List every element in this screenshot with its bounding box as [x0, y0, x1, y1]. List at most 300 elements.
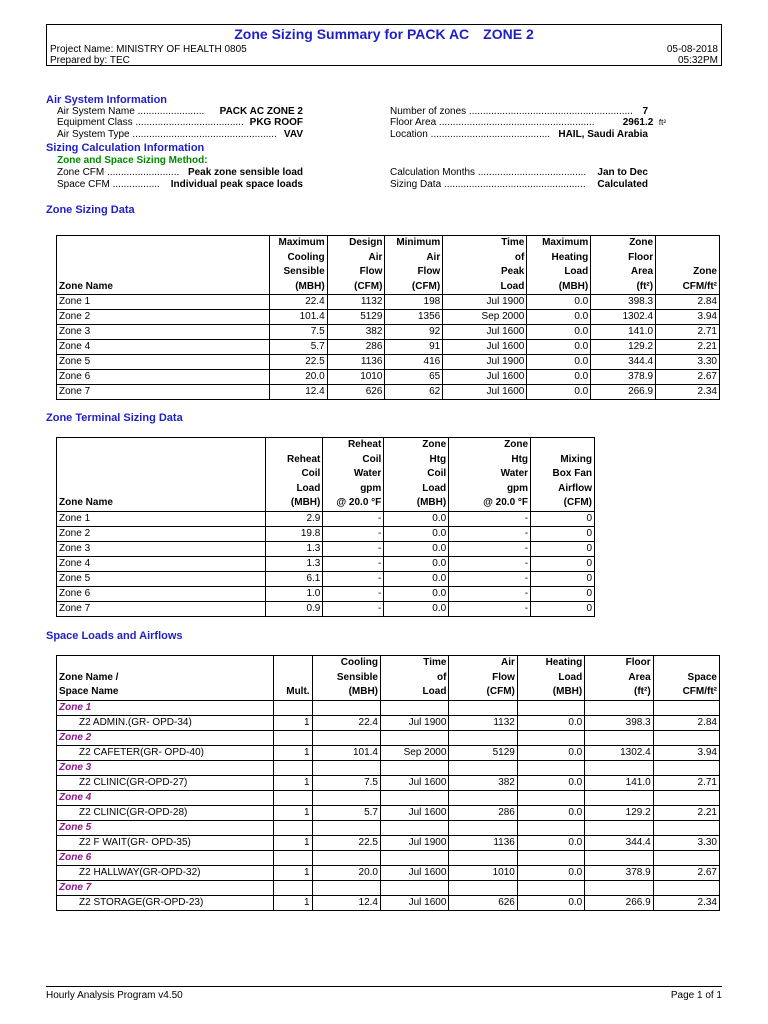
empty-cell [449, 880, 517, 895]
table-header-row [57, 236, 720, 295]
terminal-sizing-table [56, 437, 595, 617]
value-cell: 0.0 [527, 355, 591, 370]
zone-name-cell: Zone 4 [57, 340, 270, 355]
value-cell: - [323, 571, 384, 586]
value-cell: 0.0 [527, 340, 591, 355]
value-cell: 1302.4 [591, 310, 656, 325]
column-header-line: Coil [427, 468, 447, 479]
table-row [57, 310, 720, 325]
value-cell: 3.94 [653, 745, 719, 760]
empty-cell [381, 850, 449, 865]
value-cell: 92 [385, 325, 443, 340]
column-header-line [59, 265, 267, 280]
empty-cell [585, 820, 653, 835]
value-cell: 3.94 [656, 310, 720, 325]
project-name: Project Name: MINISTRY OF HEALTH 0805 [50, 44, 247, 55]
column-header-line: Maximum [278, 237, 325, 248]
value-cell: 286 [449, 805, 517, 820]
value-cell: 1 [274, 835, 312, 850]
zone-sizing-table [56, 235, 720, 400]
value-cell: 22.5 [269, 355, 327, 370]
empty-cell [381, 760, 449, 775]
air-system-name-row: Air System Name ........................ PACK AC ZONE 2 [57, 106, 303, 117]
column-header [57, 656, 274, 701]
value-cell: 0 [531, 541, 595, 556]
value-cell: - [323, 556, 384, 571]
value-cell: 0 [531, 556, 595, 571]
report-date: 05-08-2018 [666, 44, 718, 55]
column-header-line [59, 482, 263, 497]
table-row [57, 370, 720, 385]
value-cell: 344.4 [591, 355, 656, 370]
value-cell: 3.30 [656, 355, 720, 370]
empty-cell [653, 880, 719, 895]
column-header-line: Mult. [286, 686, 310, 697]
column-header [449, 656, 517, 701]
table-row [57, 556, 595, 571]
value-cell: 0.0 [517, 805, 584, 820]
value-cell: 0.0 [517, 865, 584, 880]
zone-group-row [57, 880, 720, 895]
column-header-line: Heating [545, 657, 583, 668]
value-cell: 7.5 [312, 775, 380, 790]
empty-cell [274, 730, 312, 745]
empty-cell [585, 730, 653, 745]
value-cell: - [323, 586, 384, 601]
value-cell: 129.2 [585, 805, 653, 820]
empty-cell [312, 880, 380, 895]
value-cell: 344.4 [585, 835, 653, 850]
empty-cell [585, 700, 653, 715]
value-cell: 0.0 [517, 745, 584, 760]
table-row [57, 355, 720, 370]
space-row [57, 895, 720, 910]
empty-cell [449, 820, 517, 835]
value-cell: Jul 1600 [381, 895, 449, 910]
column-header [384, 438, 449, 512]
empty-cell [517, 820, 584, 835]
value-cell: Jul 1600 [381, 865, 449, 880]
value-cell: 0 [531, 526, 595, 541]
table-row [57, 340, 720, 355]
zone-name-cell: Zone 6 [57, 586, 266, 601]
value-cell: - [449, 541, 531, 556]
table-header-row [57, 438, 595, 512]
column-header-line: (ft²) [636, 280, 654, 292]
column-header-line [59, 236, 267, 251]
value-cell: 22.4 [269, 295, 327, 310]
value-cell: 0.0 [384, 526, 449, 541]
value-cell: 3.30 [653, 835, 719, 850]
report-time: 05:32PM [677, 55, 718, 66]
zone-name-cell: Zone 2 [57, 526, 266, 541]
value-cell: 1010 [449, 865, 517, 880]
column-header-line: Zone [693, 266, 717, 277]
report-header [46, 24, 722, 66]
column-header-line: (MBH) [348, 686, 378, 697]
air-system-type-row: Air System Type .................................................... VAV [57, 129, 303, 140]
space-name-cell: Z2 CAFETER(GR- OPD-40) [57, 745, 274, 760]
value-cell: 0.0 [384, 511, 449, 526]
equipment-class-row: Equipment Class ....................................... PKG ROOF [57, 117, 303, 128]
value-cell: 0.0 [384, 571, 449, 586]
table-row [57, 295, 720, 310]
column-header [274, 656, 312, 701]
column-header [653, 656, 719, 701]
column-header-line: Load [500, 280, 525, 292]
empty-cell [312, 700, 380, 715]
report-title: Zone Sizing Summary for PACK AC ZONE 2 [234, 26, 534, 42]
zone-group-row [57, 790, 720, 805]
space-row [57, 835, 720, 850]
value-cell: Sep 2000 [443, 310, 527, 325]
value-cell: 382 [327, 325, 385, 340]
value-cell: Jul 1600 [381, 805, 449, 820]
zone-name-cell: Zone 4 [57, 556, 266, 571]
empty-cell [653, 820, 719, 835]
value-cell: 1010 [327, 370, 385, 385]
column-header [269, 236, 327, 295]
value-cell: - [449, 571, 531, 586]
table-row [57, 526, 595, 541]
column-header-line: Airflow [558, 482, 592, 494]
column-header-line: Reheat [286, 453, 321, 465]
zone-name-cell: Zone 1 [57, 295, 270, 310]
value-cell: 0 [531, 601, 595, 616]
column-header-line [59, 453, 263, 468]
calculation-months-row: Calculation Months ....................................... Jan to Dec [390, 167, 648, 178]
column-header-line: Sensible [283, 266, 325, 277]
zone-name-cell: Zone 3 [57, 325, 270, 340]
footer-page: Page 1 of 1 [670, 990, 722, 1001]
value-cell: 22.4 [312, 715, 380, 730]
space-name-cell: Z2 ADMIN.(GR- OPD-34) [57, 715, 274, 730]
value-cell: 20.0 [269, 370, 327, 385]
column-header [585, 656, 653, 701]
zone-name-cell: Zone 5 [57, 355, 270, 370]
column-header-line: Zone Name [59, 497, 113, 508]
value-cell: 0 [531, 586, 595, 601]
column-header-line [276, 671, 309, 686]
value-cell: 0 [531, 571, 595, 586]
column-header-line: (MBH) [295, 280, 325, 292]
value-cell: 0.0 [527, 385, 591, 400]
prepared-by: Prepared by: TEC [50, 55, 130, 66]
column-header [57, 438, 266, 512]
value-cell: 7.5 [269, 325, 327, 340]
column-header-line [59, 656, 271, 671]
value-cell: Jul 1600 [381, 775, 449, 790]
zone-name-cell: Zone 5 [57, 571, 266, 586]
value-cell: 2.84 [653, 715, 719, 730]
value-cell: Jul 1900 [443, 355, 527, 370]
column-header-line: (CFM) [486, 686, 515, 697]
empty-cell [312, 820, 380, 835]
empty-cell [449, 700, 517, 715]
column-header-line: Water [353, 468, 382, 479]
column-header-line [268, 438, 320, 453]
value-cell: 1 [274, 775, 312, 790]
empty-cell [312, 850, 380, 865]
column-header-line: Flow [417, 266, 441, 277]
value-cell: 1132 [327, 295, 385, 310]
empty-cell [517, 730, 584, 745]
table-row [57, 541, 595, 556]
space-name-cell: Z2 HALLWAY(GR-OPD-32) [57, 865, 274, 880]
empty-cell [653, 700, 719, 715]
column-header-line [658, 236, 717, 251]
value-cell: 141.0 [591, 325, 656, 340]
column-header-line: (MBH) [290, 497, 321, 508]
value-cell: Jul 1900 [443, 295, 527, 310]
zone-name-cell: Zone 3 [57, 541, 266, 556]
value-cell: 5129 [327, 310, 385, 325]
empty-cell [653, 760, 719, 775]
column-header-line: Space Name [59, 686, 119, 697]
value-cell: 1132 [449, 715, 517, 730]
column-header-line: Zone [629, 237, 654, 248]
zone-group-row [57, 820, 720, 835]
value-cell: 266.9 [591, 385, 656, 400]
zone-cfm-row: Zone CFM .......................... Peak zone sensible load [57, 167, 303, 178]
table-row [57, 511, 595, 526]
empty-cell [585, 760, 653, 775]
value-cell: 0.0 [384, 601, 449, 616]
column-header-line: Load [422, 482, 447, 494]
column-header [527, 236, 591, 295]
space-name-cell: Z2 STORAGE(GR-OPD-23) [57, 895, 274, 910]
empty-cell [274, 850, 312, 865]
column-header-line: Zone Name [59, 280, 113, 292]
value-cell: 416 [385, 355, 443, 370]
empty-cell [312, 730, 380, 745]
value-cell: - [323, 541, 384, 556]
value-cell: 20.0 [312, 865, 380, 880]
value-cell: - [323, 526, 384, 541]
column-header-line [59, 438, 263, 453]
value-cell: 378.9 [591, 370, 656, 385]
column-header-line: Zone [504, 439, 529, 450]
empty-cell [312, 760, 380, 775]
value-cell: Jul 1600 [443, 370, 527, 385]
empty-cell [517, 760, 584, 775]
value-cell: 1 [274, 895, 312, 910]
column-header [443, 236, 527, 295]
value-cell: Jul 1600 [443, 385, 527, 400]
value-cell: 91 [385, 340, 443, 355]
zone-group-label: Zone 7 [57, 880, 274, 895]
value-cell: 0.0 [527, 325, 591, 340]
empty-cell [274, 700, 312, 715]
zone-group-label: Zone 5 [57, 820, 274, 835]
column-header-line: Coil [362, 453, 382, 465]
zone-name-cell: Zone 6 [57, 370, 270, 385]
zone-sizing-heading: Zone Sizing Data [46, 204, 135, 216]
value-cell: 62 [385, 385, 443, 400]
value-cell: 5129 [449, 745, 517, 760]
column-header [517, 656, 584, 701]
value-cell: 0.0 [517, 775, 584, 790]
column-header-line: Peak [501, 266, 525, 277]
value-cell: 626 [327, 385, 385, 400]
sizing-data-row: Sizing Data ................................................... Calculated [390, 179, 648, 190]
column-header-line: Box Fan [552, 468, 592, 479]
empty-cell [449, 760, 517, 775]
value-cell: 382 [449, 775, 517, 790]
column-header [323, 438, 384, 512]
column-header-line: of [514, 251, 525, 263]
value-cell: 12.4 [312, 895, 380, 910]
column-header-line: Htg [429, 453, 447, 465]
value-cell: 101.4 [269, 310, 327, 325]
column-header-line: (CFM) [354, 280, 383, 292]
value-cell: 1136 [449, 835, 517, 850]
empty-cell [585, 880, 653, 895]
column-header-line: (MBH) [558, 280, 589, 292]
empty-cell [381, 820, 449, 835]
value-cell: 398.3 [591, 295, 656, 310]
value-cell: - [449, 556, 531, 571]
column-header-line: Cooling [340, 657, 378, 668]
terminal-sizing-heading: Zone Terminal Sizing Data [46, 412, 183, 424]
value-cell: 0.0 [527, 310, 591, 325]
value-cell: 0.0 [384, 586, 449, 601]
space-name-cell: Z2 F WAIT(GR- OPD-35) [57, 835, 274, 850]
value-cell: 2.34 [653, 895, 719, 910]
zone-group-label: Zone 4 [57, 790, 274, 805]
column-header-line: of [436, 671, 447, 683]
value-cell: 1 [274, 865, 312, 880]
column-header [327, 236, 385, 295]
value-cell: 1.3 [266, 556, 323, 571]
column-header-line: Space [687, 671, 717, 683]
floor-area-row: Floor Area ........................................................ 2961.2 ft² [390, 117, 666, 128]
column-header-line [59, 251, 267, 266]
column-header-line: gpm [360, 482, 382, 494]
value-cell: 5.7 [269, 340, 327, 355]
column-header-line: CFM/ft² [682, 280, 717, 292]
empty-cell [653, 790, 719, 805]
footer-program: Hourly Analysis Program v4.50 [46, 990, 183, 1001]
column-header-line: (ft²) [634, 686, 651, 697]
empty-cell [381, 880, 449, 895]
value-cell: Jul 1900 [381, 715, 449, 730]
value-cell: - [449, 511, 531, 526]
column-header-line: Time [501, 237, 525, 248]
column-header-line: Floor [628, 251, 654, 263]
column-header [449, 438, 531, 512]
column-header [385, 236, 443, 295]
value-cell: 2.67 [656, 370, 720, 385]
column-header-line: (CFM) [563, 497, 592, 508]
sizing-method-heading: Zone and Space Sizing Method: [57, 155, 208, 166]
column-header-line: Flow [492, 671, 515, 683]
value-cell: 2.34 [656, 385, 720, 400]
value-cell: 0.0 [527, 370, 591, 385]
location-row: Location ........................................... HAIL, Saudi Arabia [390, 129, 648, 140]
empty-cell [274, 820, 312, 835]
value-cell: 0.0 [527, 295, 591, 310]
value-cell: 266.9 [585, 895, 653, 910]
value-cell: 0.0 [517, 835, 584, 850]
column-header-line: Water [500, 468, 529, 479]
value-cell: 2.9 [266, 511, 323, 526]
zone-group-label: Zone 6 [57, 850, 274, 865]
empty-cell [381, 730, 449, 745]
value-cell: 1302.4 [585, 745, 653, 760]
column-header-line: Floor [625, 657, 651, 668]
column-header [312, 656, 380, 701]
column-header-line: Reheat [347, 439, 382, 450]
column-header-line: Htg [511, 453, 529, 465]
value-cell: 1356 [385, 310, 443, 325]
value-cell: 0.0 [517, 895, 584, 910]
column-header-line: (CFM) [411, 280, 441, 292]
column-header-line: Zone Name / [59, 671, 119, 683]
column-header-line: (MBH) [552, 686, 583, 697]
column-header [266, 438, 323, 512]
column-header-line: Design [349, 237, 383, 248]
value-cell: 6.1 [266, 571, 323, 586]
value-cell: 1.0 [266, 586, 323, 601]
value-cell: 141.0 [585, 775, 653, 790]
table-row [57, 571, 595, 586]
column-header [381, 656, 449, 701]
space-loads-heading: Space Loads and Airflows [46, 630, 183, 642]
column-header-line: (MBH) [416, 497, 447, 508]
column-header-line: Maximum [542, 237, 589, 248]
zone-name-cell: Zone 1 [57, 511, 266, 526]
space-loads-table [56, 655, 720, 911]
column-header [656, 236, 720, 295]
column-header-line: Load [422, 686, 447, 697]
empty-cell [585, 850, 653, 865]
value-cell: 0.0 [384, 556, 449, 571]
value-cell: 2.71 [656, 325, 720, 340]
zone-name-cell: Zone 7 [57, 385, 270, 400]
column-header-line: Load [558, 671, 583, 683]
column-header [57, 236, 270, 295]
value-cell: 1136 [327, 355, 385, 370]
empty-cell [653, 730, 719, 745]
column-header-line [658, 251, 717, 266]
column-header-line: Air [426, 251, 441, 263]
value-cell: Sep 2000 [381, 745, 449, 760]
value-cell: 398.3 [585, 715, 653, 730]
value-cell: 0.0 [384, 541, 449, 556]
footer-rule [46, 986, 722, 987]
column-header-line: Air [500, 657, 515, 668]
value-cell: 0.0 [517, 715, 584, 730]
column-header-line: @ 20.0 °F [483, 497, 529, 508]
column-header-line: Sensible [336, 671, 378, 683]
value-cell: - [323, 511, 384, 526]
empty-cell [449, 730, 517, 745]
space-name-cell: Z2 CLINIC(GR-OPD-27) [57, 775, 274, 790]
zone-group-row [57, 700, 720, 715]
table-row [57, 601, 595, 616]
empty-cell [517, 700, 584, 715]
zone-group-row [57, 760, 720, 775]
value-cell: 19.8 [266, 526, 323, 541]
column-header-line: Load [296, 482, 321, 494]
empty-cell [517, 850, 584, 865]
value-cell: 2.21 [653, 805, 719, 820]
space-row [57, 775, 720, 790]
space-row [57, 715, 720, 730]
column-header-line: Time [423, 657, 447, 668]
empty-cell [517, 880, 584, 895]
